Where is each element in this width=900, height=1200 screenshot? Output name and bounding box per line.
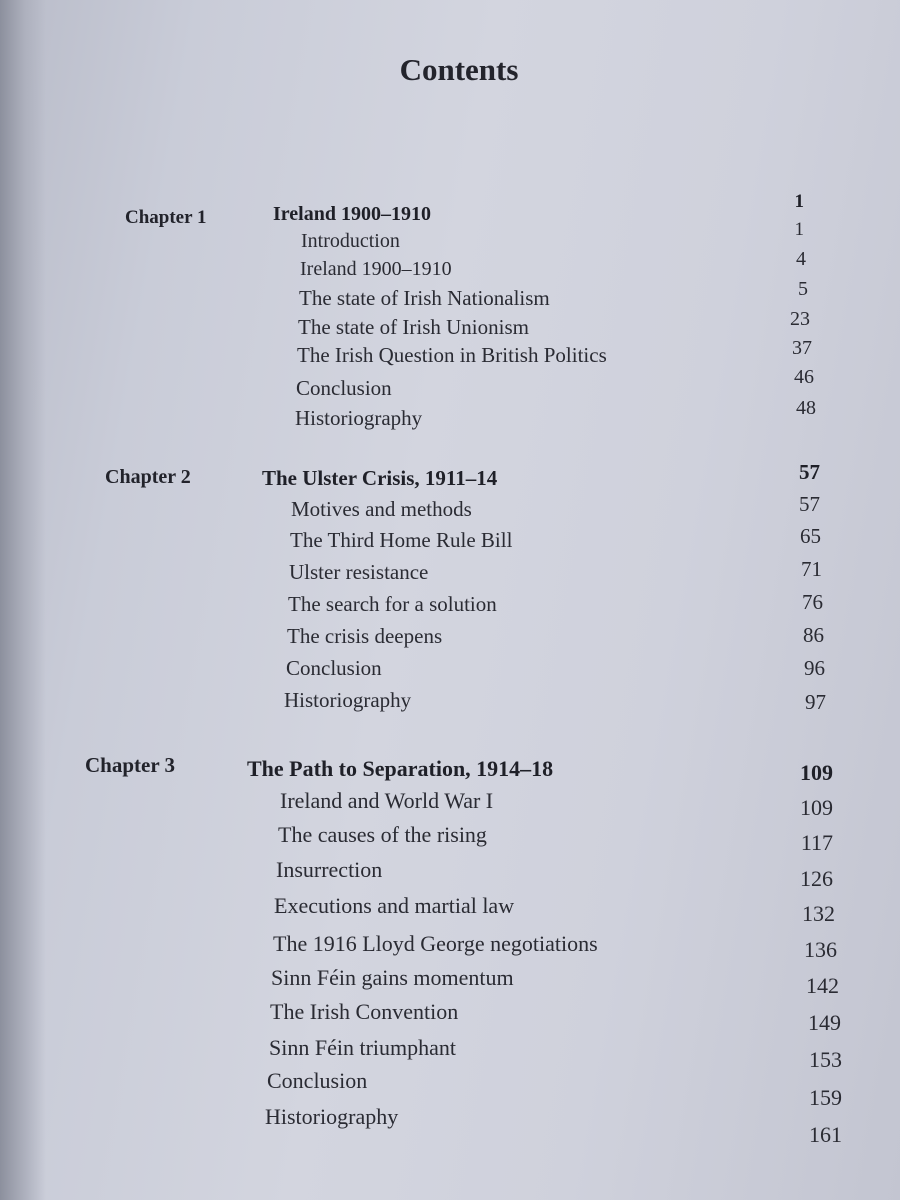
chapter-2-page: 57	[799, 460, 820, 484]
toc-entry-page: 153	[809, 1047, 842, 1072]
toc-entry-page: 48	[796, 397, 816, 419]
toc-entry-page: 37	[792, 337, 812, 359]
toc-entry-page: 117	[800, 830, 833, 855]
toc-entry: The causes of the rising	[278, 822, 487, 847]
chapter-3-page: 109	[800, 760, 833, 785]
toc-entry-page: 76	[802, 590, 823, 614]
toc-entry: Sinn Féin gains momentum	[271, 965, 514, 990]
toc-entry-page: 1	[794, 219, 804, 240]
toc-entry: Insurrection	[276, 857, 383, 882]
toc-entry-page: 46	[794, 366, 814, 388]
toc-entry: Conclusion	[267, 1068, 368, 1093]
toc-entry: Historiography	[265, 1104, 399, 1129]
toc-entry-page: 149	[808, 1010, 841, 1035]
toc-entry-page: 65	[800, 524, 821, 548]
toc-entry-page: 97	[805, 690, 826, 714]
toc-entry: The search for a solution	[288, 592, 497, 616]
toc-entry-page: 142	[806, 973, 839, 998]
toc-entry-page: 5	[798, 278, 808, 300]
toc-entry: The crisis deepens	[287, 624, 443, 648]
chapter-1-title: Ireland 1900–1910	[273, 203, 431, 225]
toc-entry-page: 57	[799, 492, 820, 516]
toc-entry-page: 159	[809, 1085, 842, 1110]
toc-entry: The Irish Convention	[270, 999, 459, 1024]
toc-entry-page: 71	[801, 557, 822, 581]
toc-entry: The 1916 Lloyd George negotiations	[273, 931, 598, 956]
toc-entry: The state of Irish Nationalism	[299, 286, 550, 310]
toc-entry-page: 136	[804, 937, 837, 962]
toc-entry: The Third Home Rule Bill	[290, 528, 513, 552]
chapter-3-title: The Path to Separation, 1914–18	[247, 756, 554, 781]
toc-entry: Ulster resistance	[289, 560, 429, 584]
chapter-1-page: 1	[794, 191, 804, 212]
toc-entry: Motives and methods	[291, 497, 472, 521]
toc-entry: Conclusion	[286, 656, 382, 680]
toc-entry-page: 86	[803, 623, 824, 647]
toc-entry: Executions and martial law	[274, 893, 515, 918]
toc-entry-page: 23	[790, 308, 810, 330]
toc-entry: Ireland and World War I	[280, 788, 494, 813]
toc-entry-page: 96	[804, 656, 825, 680]
chapter-2-title: The Ulster Crisis, 1911–14	[262, 466, 498, 490]
toc-entry: The state of Irish Unionism	[298, 315, 529, 339]
page-title: Contents	[399, 52, 519, 87]
toc-entry-page: 4	[796, 248, 806, 270]
toc-entry: The Irish Question in British Politics	[297, 343, 607, 367]
toc-entry-page: 109	[800, 795, 833, 820]
toc-entry: Sinn Féin triumphant	[269, 1035, 456, 1060]
toc-entry-page: 132	[802, 901, 835, 926]
toc-entry-page: 161	[809, 1122, 842, 1147]
toc-entry-page: 126	[800, 866, 833, 891]
toc-entry: Ireland 1900–1910	[300, 258, 452, 280]
toc-entry: Introduction	[301, 230, 400, 252]
toc-entry: Conclusion	[296, 376, 392, 400]
chapter-2-label: Chapter 2	[105, 466, 191, 488]
chapter-1-label: Chapter 1	[125, 207, 207, 228]
toc-entry: Historiography	[295, 406, 423, 430]
toc-entry: Historiography	[284, 688, 412, 712]
chapter-3-label: Chapter 3	[85, 753, 176, 777]
